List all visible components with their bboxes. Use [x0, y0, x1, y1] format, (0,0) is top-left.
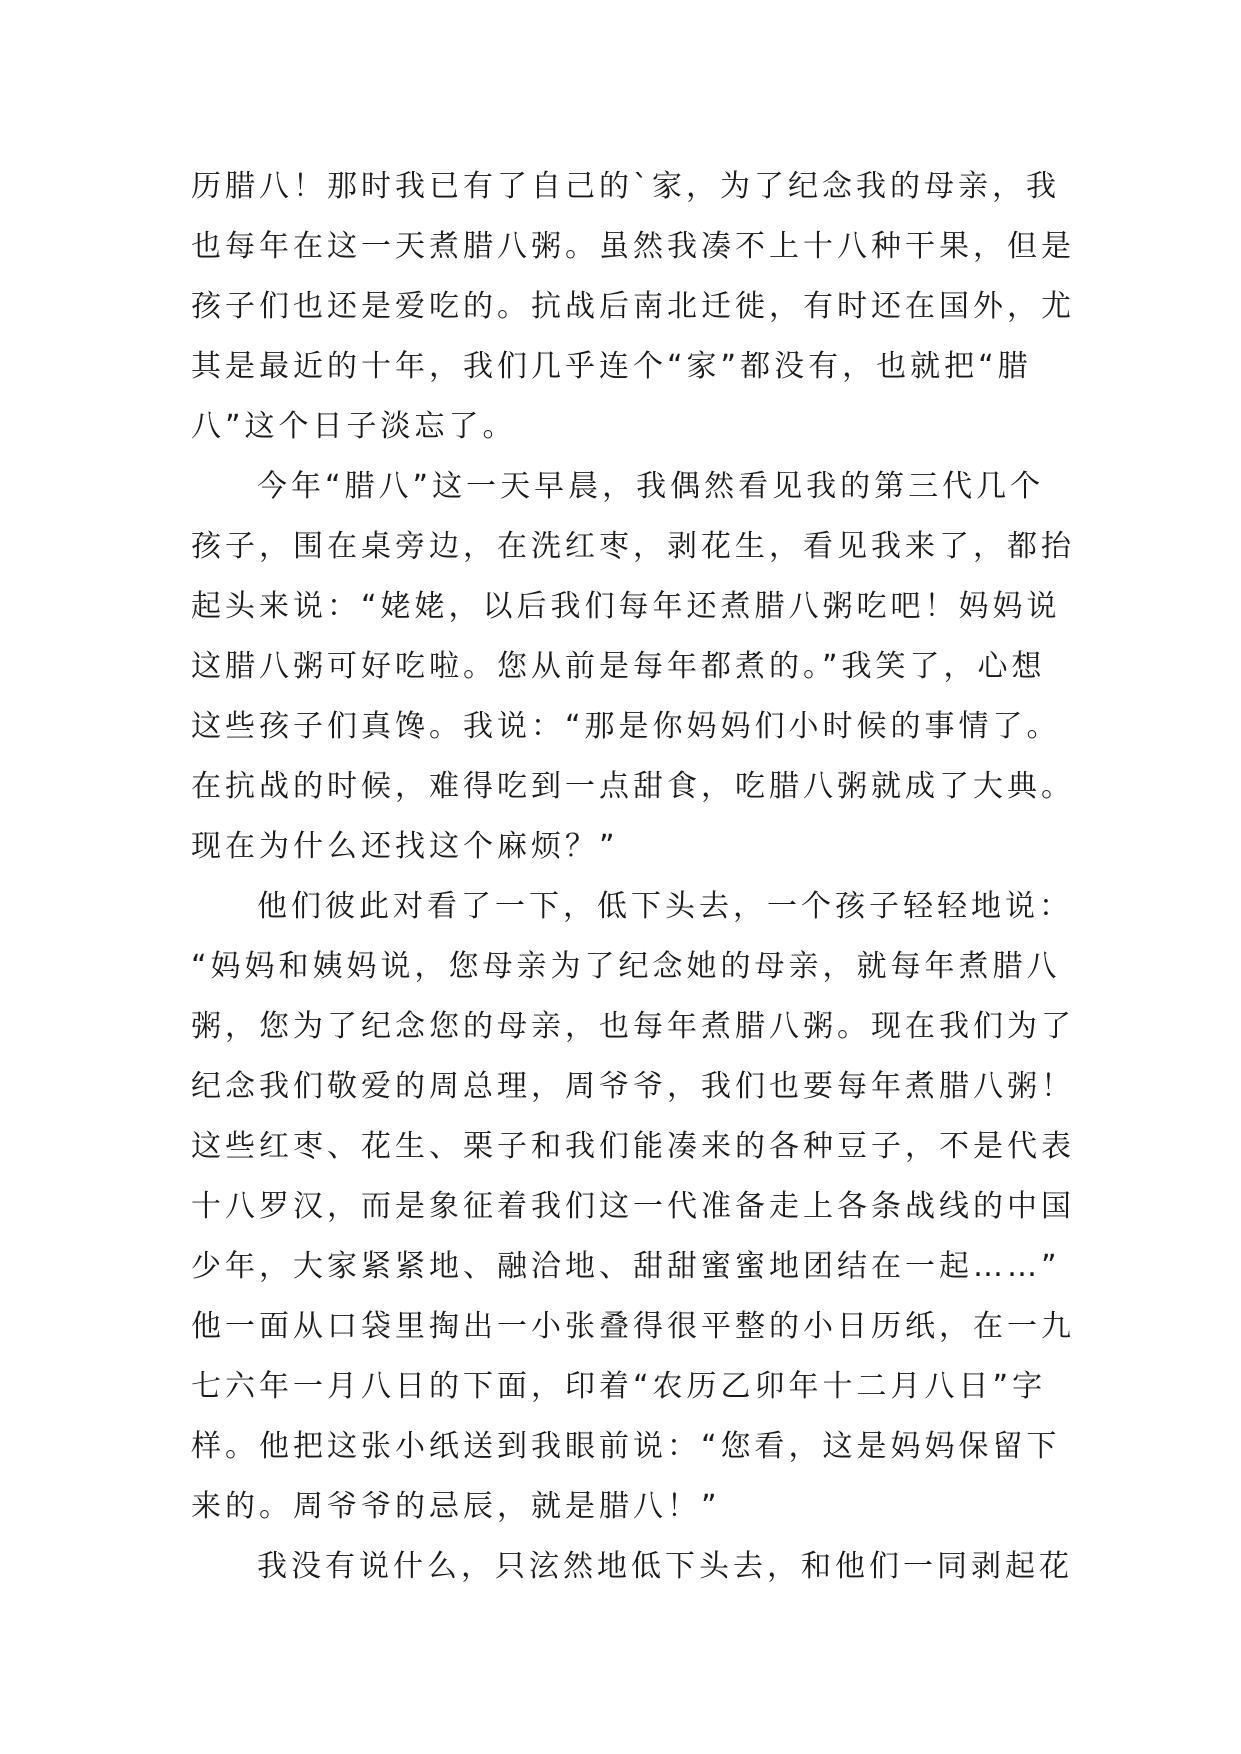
paragraph-first-line: 今年“腊八”这一天早晨，我偶然看见我的第三代几个: [257, 469, 1045, 504]
text-line: 八”这个日子淡忘了。: [191, 409, 517, 444]
text-line: 纪念我们敬爱的周总理，周爷爷，我们也要每年煮腊八粥！: [191, 1069, 1075, 1104]
paragraph-first-line: 我没有说什么，只泫然地低下头去，和他们一同剥起花: [257, 1549, 1073, 1584]
paragraph-first-line: 他们彼此对看了一下，低下头去，一个孩子轻轻地说：: [257, 889, 1073, 924]
text-line: 孩子，围在桌旁边，在洗红枣，剥花生，看见我来了，都抬: [191, 529, 1075, 564]
text-line: 在抗战的时候，难得吃到一点甜食，吃腊八粥就成了大典。: [191, 769, 1075, 804]
text-line: 样。他把这张小纸送到我眼前说：“您看，这是妈妈保留下: [191, 1429, 1061, 1464]
text-line: 这些红枣、花生、栗子和我们能凑来的各种豆子，不是代表: [191, 1129, 1075, 1164]
text-line: 孩子们也还是爱吃的。抗战后南北迁徙，有时还在国外，尤: [191, 289, 1075, 324]
text-line: 也每年在这一天煮腊八粥。虽然我凑不上十八种干果，但是: [191, 229, 1075, 264]
text-line: 十八罗汉，而是象征着我们这一代准备走上各条战线的中国: [191, 1189, 1075, 1224]
text-line: 其是最近的十年，我们几乎连个“家”都没有，也就把“腊: [191, 349, 1032, 384]
body-text: [191, 157, 1075, 1597]
text-line: 少年，大家紧紧地、融洽地、甜甜蜜蜜地团结在一起……”: [191, 1249, 1061, 1284]
text-line: “妈妈和姨妈说，您母亲为了纪念她的母亲，就每年煮腊八: [191, 949, 1061, 984]
text-line: 粥，您为了纪念您的母亲，也每年煮腊八粥。现在我们为了: [191, 1009, 1075, 1044]
text-line: 现在为什么还找这个麻烦？”: [191, 829, 619, 864]
text-line: 七六年一月八日的下面，印着“农历乙卯年十二月八日”字: [191, 1369, 1047, 1404]
text-line: 来的。周爷爷的忌辰，就是腊八！”: [191, 1489, 721, 1524]
text-line: 这腊八粥可好吃啦。您从前是每年都煮的。”我笑了，心想: [191, 649, 1046, 684]
text-line: 起头来说：“姥姥，以后我们每年还煮腊八粥吃吧！妈妈说: [191, 589, 1061, 624]
text-line: 这些孩子们真馋。我说：“那是你妈妈们小时候的事情了。: [191, 709, 1061, 744]
text-line: 历腊八！那时我已有了自己的`家，为了纪念我的母亲，我: [191, 169, 1060, 204]
text-line: 他一面从口袋里掏出一小张叠得很平整的小日历纸，在一九: [191, 1309, 1075, 1344]
